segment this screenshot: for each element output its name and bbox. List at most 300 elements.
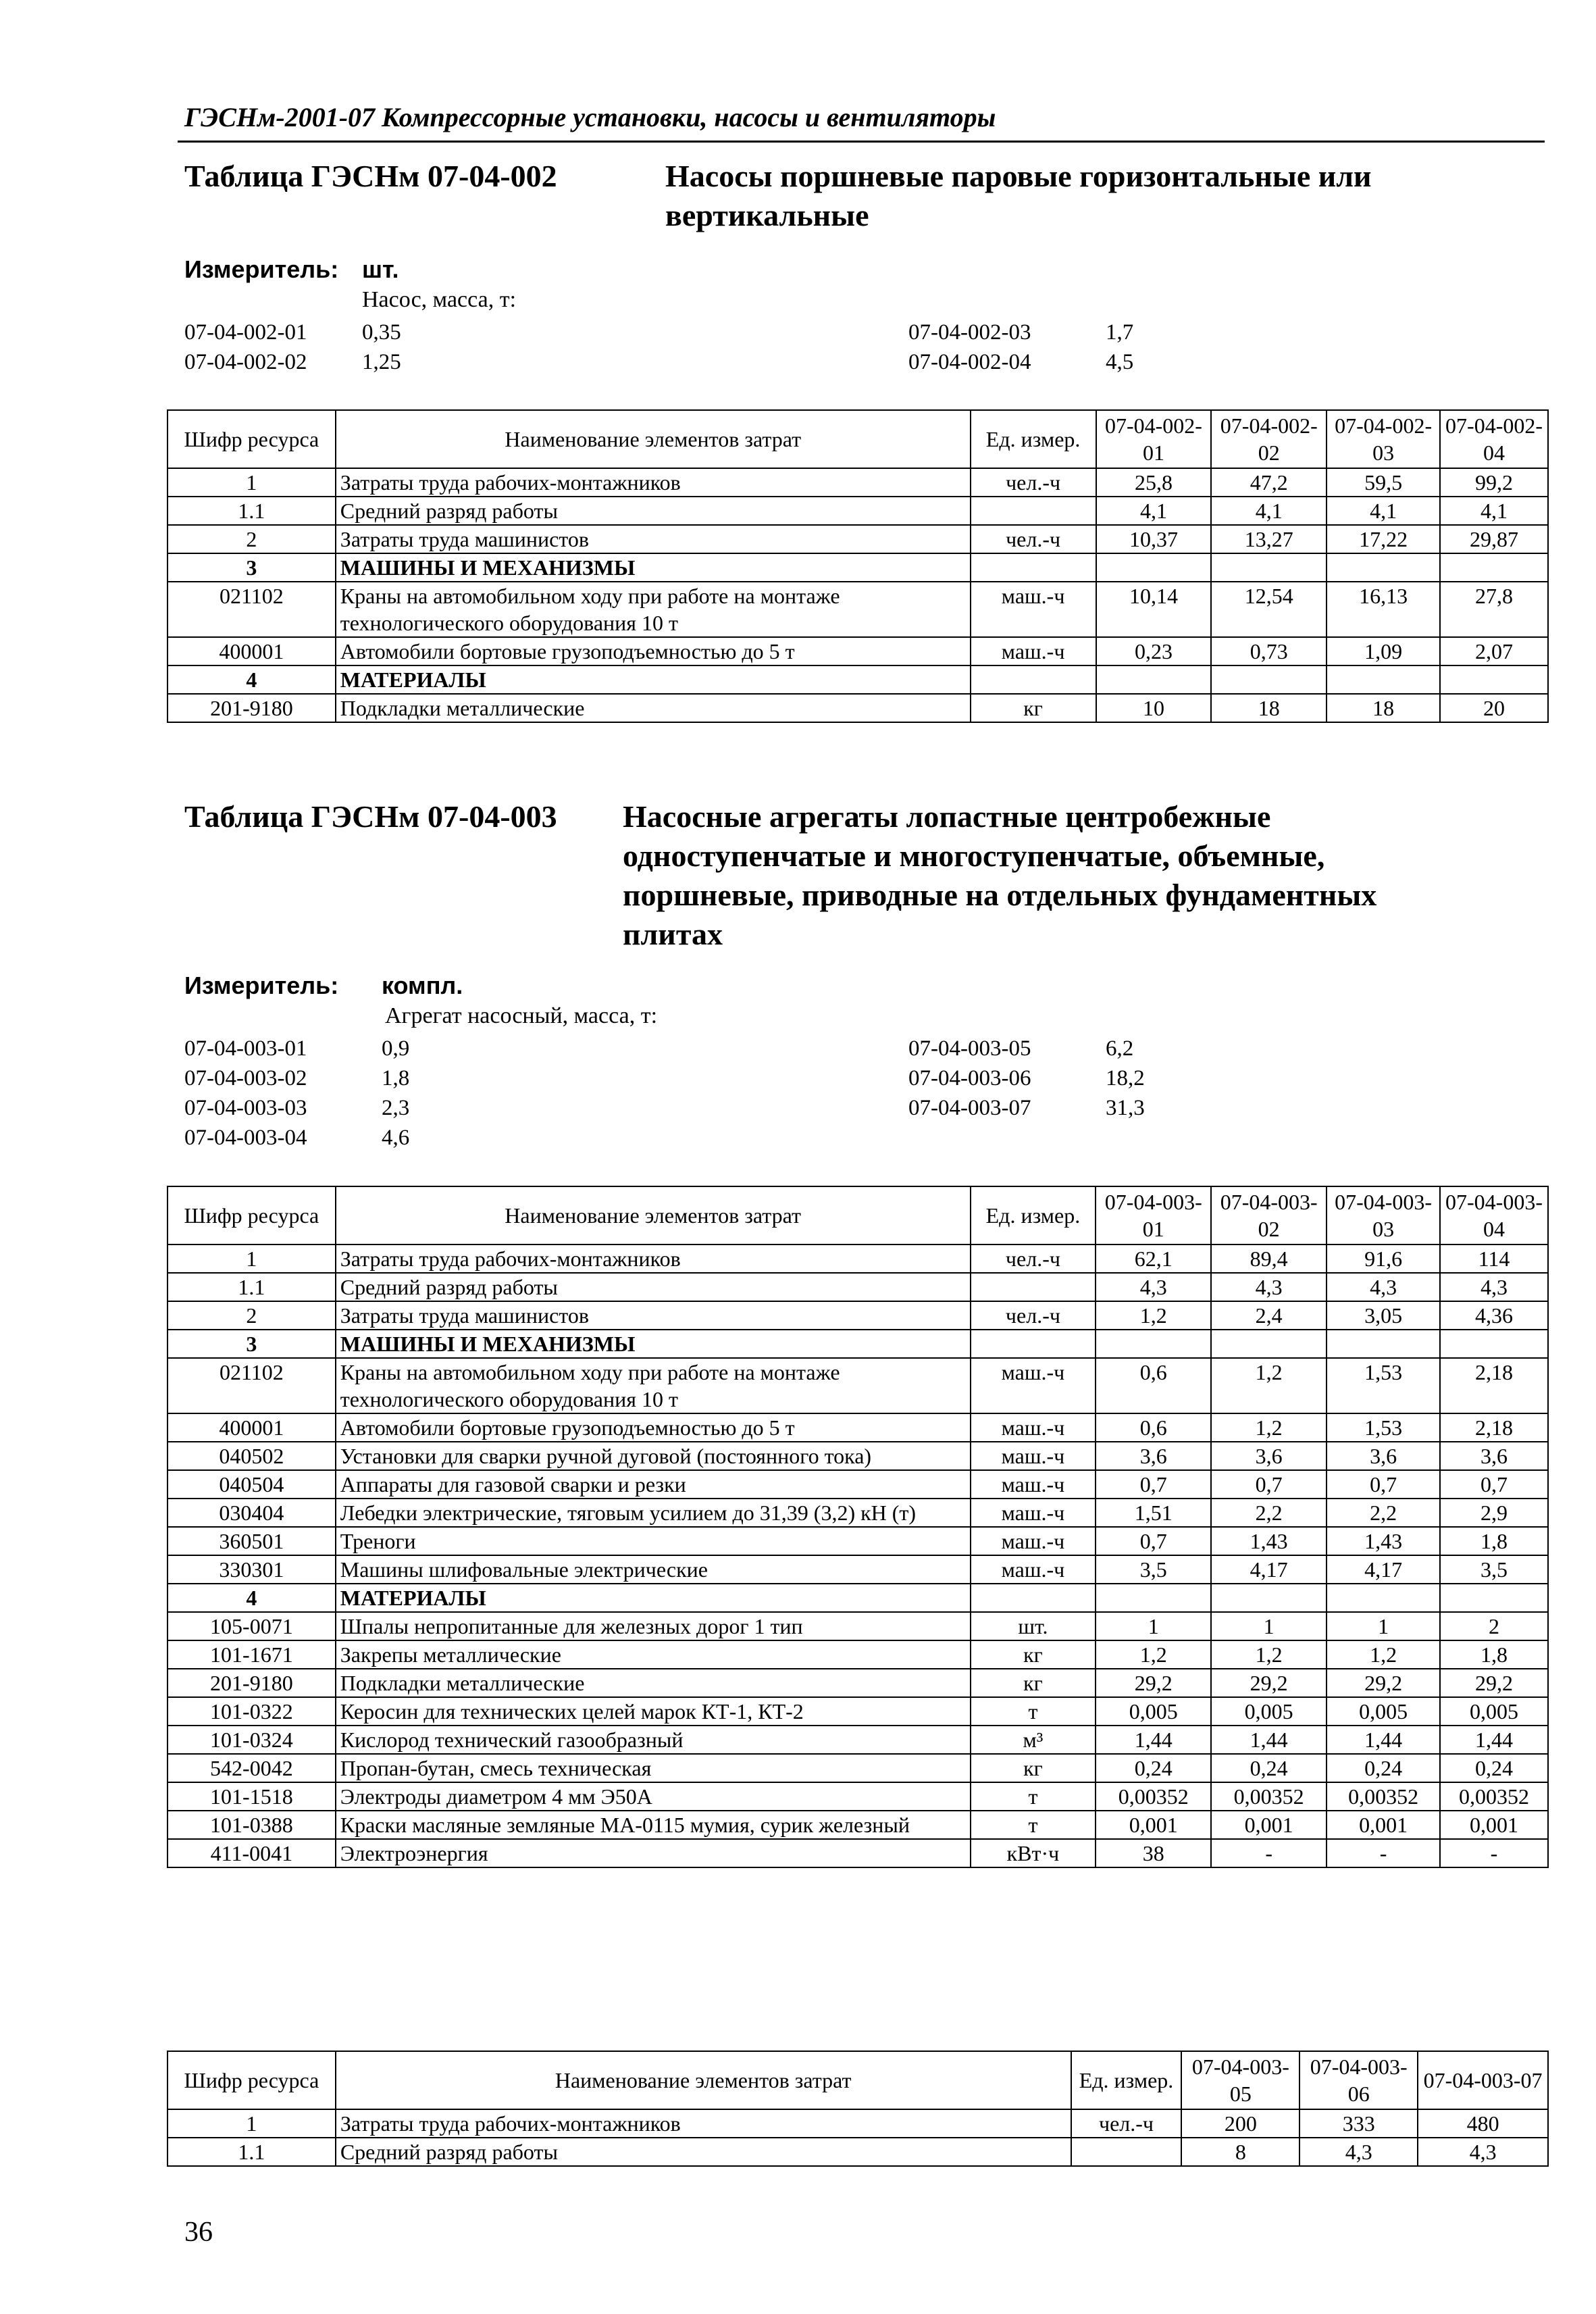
value: 0,00352 (1440, 1782, 1548, 1811)
resource-code: 4 (168, 665, 336, 694)
unit: кг (971, 1669, 1096, 1697)
column-header: 07-04-002-01 (1096, 410, 1212, 468)
title-line: Насосы поршневые паровые горизонтальные или (665, 159, 1372, 193)
table-header-row (168, 2051, 1548, 2109)
resource-code: 101-0388 (168, 1811, 336, 1839)
value: 0,00352 (1211, 1782, 1327, 1811)
table-row (168, 1442, 1548, 1470)
value: 1,2 (1096, 1640, 1211, 1669)
value: 2,18 (1440, 1358, 1548, 1413)
table-row (168, 2109, 1548, 2138)
value: 59,5 (1327, 468, 1440, 497)
resource-code: 021102 (168, 582, 336, 637)
value: 2,4 (1211, 1301, 1327, 1330)
resource-code: 2 (168, 1301, 336, 1330)
unit: чел.-ч (971, 525, 1096, 553)
resource-code: 101-1671 (168, 1640, 336, 1669)
value: 91,6 (1327, 1244, 1440, 1273)
unit (1071, 2138, 1182, 2166)
resource-code: 1.1 (168, 1273, 336, 1301)
value: 114 (1440, 1244, 1548, 1273)
unit: т (971, 1811, 1096, 1839)
value: 1,2 (1096, 1301, 1211, 1330)
value: 4,3 (1440, 1273, 1548, 1301)
value: 4,3 (1327, 1273, 1440, 1301)
value: 0,7 (1327, 1470, 1440, 1499)
value: 1 (1096, 1612, 1211, 1640)
value: 4,17 (1211, 1555, 1327, 1584)
table-header-row (168, 410, 1548, 468)
table1 (167, 409, 1549, 723)
unit: кг (971, 1640, 1096, 1669)
param-code: 07-04-003-06 (908, 1066, 1031, 1090)
cost-element-name: Краны на автомобильном ходу при работе на монтаже технологического оборудования 10 т (336, 1358, 971, 1413)
value: 0,24 (1211, 1754, 1327, 1782)
cost-element-name: Шпалы непропитанные для железных дорог 1 тип (336, 1612, 971, 1640)
value: 1,2 (1211, 1358, 1327, 1413)
value: 38 (1096, 1839, 1211, 1867)
param-code: 07-04-003-07 (908, 1096, 1031, 1120)
value: 0,005 (1096, 1697, 1211, 1726)
table-row (168, 1612, 1548, 1640)
cost-element-name: Затраты труда машинистов (336, 1301, 971, 1330)
resource-code: 201-9180 (168, 1669, 336, 1697)
value: 29,2 (1211, 1669, 1327, 1697)
value (1327, 553, 1440, 582)
resource-code: 360501 (168, 1527, 336, 1555)
table-row (168, 1273, 1548, 1301)
value: 27,8 (1440, 582, 1548, 637)
resource-code: 101-0322 (168, 1697, 336, 1726)
unit: т (971, 1782, 1096, 1811)
param-code: 07-04-002-03 (908, 320, 1031, 345)
param-code: 07-04-002-04 (908, 350, 1031, 374)
cost-element-name: МАТЕРИАЛЫ (336, 665, 971, 694)
value: 333 (1299, 2109, 1418, 2138)
table2-code: Таблица ГЭСНм 07-04-003 (184, 799, 557, 834)
value: 3,5 (1440, 1555, 1548, 1584)
value: 2,07 (1440, 637, 1548, 665)
value: 4,3 (1211, 1273, 1327, 1301)
table-row (168, 497, 1548, 525)
table1-params (0, 318, 1596, 385)
column-header: Наименование элементов затрат (336, 410, 971, 468)
value: 20 (1440, 694, 1548, 722)
param-code: 07-04-003-03 (184, 1096, 307, 1120)
cost-element-name: Электроэнергия (336, 1839, 971, 1867)
unit: шт. (971, 1612, 1096, 1640)
param-value: 2,3 (382, 1096, 410, 1120)
table-row (168, 1726, 1548, 1754)
param-code: 07-04-003-04 (184, 1126, 307, 1150)
value (1327, 1584, 1440, 1612)
page-number: 36 (184, 2217, 213, 2248)
cost-element-name: Затраты труда рабочих-монтажников (336, 468, 971, 497)
column-header: 07-04-003-06 (1299, 2051, 1418, 2109)
column-header: 07-04-002-04 (1440, 410, 1548, 468)
table-row (168, 1499, 1548, 1527)
value (1440, 665, 1548, 694)
value: 2,2 (1327, 1499, 1440, 1527)
value: 62,1 (1096, 1244, 1211, 1273)
param-value: 1,7 (1106, 320, 1134, 345)
value: 1,44 (1211, 1726, 1327, 1754)
value: 0,24 (1327, 1754, 1440, 1782)
value: 18 (1327, 694, 1440, 722)
table-row (168, 582, 1548, 637)
value: 0,24 (1096, 1754, 1211, 1782)
value: 2 (1440, 1612, 1548, 1640)
unit: м³ (971, 1726, 1096, 1754)
param-code: 07-04-003-05 (908, 1036, 1031, 1061)
resource-code: 1.1 (168, 2138, 336, 2166)
unit (971, 1330, 1096, 1358)
value (1211, 1330, 1327, 1358)
table-row (168, 1584, 1548, 1612)
cost-element-name: Автомобили бортовые грузоподъемностью до 5 т (336, 1413, 971, 1442)
value: 4,36 (1440, 1301, 1548, 1330)
running-header: ГЭСНм-2001-07 Компрессорные установки, насосы и вентиляторы (184, 102, 996, 132)
value: 4,1 (1327, 497, 1440, 525)
value: 0,005 (1327, 1697, 1440, 1726)
resource-code: 040502 (168, 1442, 336, 1470)
table2-measure-label: Измеритель: (184, 972, 339, 999)
value: 8 (1181, 2138, 1299, 2166)
value (1211, 553, 1327, 582)
value: 1,43 (1327, 1527, 1440, 1555)
resource-code: 105-0071 (168, 1612, 336, 1640)
value: 0,6 (1096, 1413, 1211, 1442)
value: 29,2 (1327, 1669, 1440, 1697)
cost-element-name: Средний разряд работы (336, 2138, 1071, 2166)
value: 480 (1418, 2109, 1548, 2138)
value: 0,6 (1096, 1358, 1211, 1413)
value (1096, 1584, 1211, 1612)
value: 1,53 (1327, 1413, 1440, 1442)
resource-code: 542-0042 (168, 1754, 336, 1782)
value: 4,17 (1327, 1555, 1440, 1584)
value: 1,44 (1096, 1726, 1211, 1754)
value: 4,3 (1418, 2138, 1548, 2166)
param-value: 1,25 (362, 350, 401, 374)
table-row (168, 2138, 1548, 2166)
value: 0,24 (1440, 1754, 1548, 1782)
table-row (168, 1330, 1548, 1358)
resource-code: 201-9180 (168, 694, 336, 722)
resource-code: 3 (168, 553, 336, 582)
cost-element-name: Затраты труда машинистов (336, 525, 971, 553)
value: 29,2 (1440, 1669, 1548, 1697)
cost-element-name: Затраты труда рабочих-монтажников (336, 1244, 971, 1273)
table-row (168, 1782, 1548, 1811)
unit: маш.-ч (971, 1499, 1096, 1527)
table1-param-title: Насос, масса, т: (362, 287, 517, 312)
table-row (168, 694, 1548, 722)
resource-code: 330301 (168, 1555, 336, 1584)
column-header: Ед. измер. (971, 410, 1096, 468)
table-row (168, 1413, 1548, 1442)
table-row (168, 468, 1548, 497)
cost-element-name: Лебедки электрические, тяговым усилием до 31,39 (3,2) кН (т) (336, 1499, 971, 1527)
value (1327, 665, 1440, 694)
table-row (168, 553, 1548, 582)
param-code: 07-04-002-02 (184, 350, 307, 374)
column-header: Шифр ресурса (168, 410, 336, 468)
value: 1,44 (1327, 1726, 1440, 1754)
value: 4,3 (1299, 2138, 1418, 2166)
unit: маш.-ч (971, 637, 1096, 665)
resource-code: 040504 (168, 1470, 336, 1499)
cost-element-name: Автомобили бортовые грузоподъемностью до 5 т (336, 637, 971, 665)
table1-measure-unit: шт. (362, 255, 399, 283)
table-row (168, 1470, 1548, 1499)
unit: чел.-ч (971, 468, 1096, 497)
value: - (1440, 1839, 1548, 1867)
value (1211, 1584, 1327, 1612)
value: 200 (1181, 2109, 1299, 2138)
table2-measure-unit: компл. (382, 972, 463, 999)
table-row (168, 1811, 1548, 1839)
value: 1,51 (1096, 1499, 1211, 1527)
cost-element-name: Аппараты для газовой сварки и резки (336, 1470, 971, 1499)
table-row (168, 1301, 1548, 1330)
column-header: 07-04-003-03 (1327, 1186, 1440, 1244)
param-value: 1,8 (382, 1066, 410, 1090)
value: 1,2 (1327, 1640, 1440, 1669)
value: 2,9 (1440, 1499, 1548, 1527)
value: 99,2 (1440, 468, 1548, 497)
unit (971, 553, 1096, 582)
cost-element-name: Средний разряд работы (336, 497, 971, 525)
table2 (167, 1186, 1549, 1868)
value (1440, 1584, 1548, 1612)
value: 47,2 (1211, 468, 1327, 497)
value: 29,87 (1440, 525, 1548, 553)
value: 1,2 (1211, 1640, 1327, 1669)
value: 1,43 (1211, 1527, 1327, 1555)
value: 10 (1096, 694, 1212, 722)
value: 89,4 (1211, 1244, 1327, 1273)
value: 3,6 (1440, 1442, 1548, 1470)
column-header: 07-04-002-03 (1327, 410, 1440, 468)
resource-code: 1 (168, 2109, 336, 2138)
table-row (168, 1697, 1548, 1726)
column-header: 07-04-003-02 (1211, 1186, 1327, 1244)
value: 0,005 (1440, 1697, 1548, 1726)
unit (971, 497, 1096, 525)
table-row (168, 1527, 1548, 1555)
cost-element-name: Закрепы металлические (336, 1640, 971, 1669)
unit: маш.-ч (971, 582, 1096, 637)
unit: маш.-ч (971, 1470, 1096, 1499)
title-line: одноступенчатые и многоступенчатые, объемные, (623, 838, 1325, 873)
unit: кг (971, 1754, 1096, 1782)
column-header: 07-04-003-01 (1096, 1186, 1211, 1244)
param-value: 6,2 (1106, 1036, 1134, 1061)
value: 4,1 (1096, 497, 1212, 525)
table-row (168, 665, 1548, 694)
cost-element-name: Затраты труда рабочих-монтажников (336, 2109, 1071, 2138)
param-code: 07-04-002-01 (184, 320, 307, 345)
cost-element-name: МАШИНЫ И МЕХАНИЗМЫ (336, 1330, 971, 1358)
table-header-row (168, 1186, 1548, 1244)
cost-element-name: Установки для сварки ручной дуговой (постоянного тока) (336, 1442, 971, 1470)
value: 3,6 (1327, 1442, 1440, 1470)
unit: чел.-ч (1071, 2109, 1182, 2138)
column-header: Ед. измер. (971, 1186, 1096, 1244)
value (1440, 1330, 1548, 1358)
unit: маш.-ч (971, 1413, 1096, 1442)
param-value: 18,2 (1106, 1066, 1145, 1090)
table-row (168, 1754, 1548, 1782)
cost-element-name: Треноги (336, 1527, 971, 1555)
unit: маш.-ч (971, 1442, 1096, 1470)
cost-element-name: Керосин для технических целей марок КТ-1, КТ-2 (336, 1697, 971, 1726)
table-row (168, 1244, 1548, 1273)
param-value: 4,5 (1106, 350, 1134, 374)
param-code: 07-04-003-02 (184, 1066, 307, 1090)
resource-code: 2 (168, 525, 336, 553)
value (1096, 665, 1212, 694)
resource-code: 400001 (168, 637, 336, 665)
param-value: 0,9 (382, 1036, 410, 1061)
column-header: Наименование элементов затрат (336, 1186, 971, 1244)
resource-code: 4 (168, 1584, 336, 1612)
value: 2,18 (1440, 1413, 1548, 1442)
param-value: 4,6 (382, 1126, 410, 1150)
cost-element-name: МАТЕРИАЛЫ (336, 1584, 971, 1612)
unit: маш.-ч (971, 1358, 1096, 1413)
value: 1,44 (1440, 1726, 1548, 1754)
cost-element-name: Подкладки металлические (336, 694, 971, 722)
header-rule (178, 141, 1545, 143)
unit: т (971, 1697, 1096, 1726)
value: - (1327, 1839, 1440, 1867)
value: 12,54 (1211, 582, 1327, 637)
table2-title (623, 797, 1376, 954)
resource-code: 1 (168, 468, 336, 497)
value: 3,5 (1096, 1555, 1211, 1584)
unit (971, 1273, 1096, 1301)
value: 3,05 (1327, 1301, 1440, 1330)
value (1096, 1330, 1211, 1358)
column-header: Шифр ресурса (168, 1186, 336, 1244)
unit (971, 665, 1096, 694)
cost-element-name: Электроды диаметром 4 мм Э50А (336, 1782, 971, 1811)
value: 18 (1211, 694, 1327, 722)
table-row (168, 1669, 1548, 1697)
value: 4,1 (1211, 497, 1327, 525)
value: 16,13 (1327, 582, 1440, 637)
title-line: поршневые, приводные на отдельных фундаментных (623, 878, 1377, 912)
cost-element-name: Краны на автомобильном ходу при работе на монтаже технологического оборудования 10 т (336, 582, 971, 637)
value (1096, 553, 1212, 582)
value: 0,005 (1211, 1697, 1327, 1726)
value: 0,001 (1096, 1811, 1211, 1839)
unit: кг (971, 694, 1096, 722)
value: 1,2 (1211, 1413, 1327, 1442)
table-row (168, 1640, 1548, 1669)
value: 1,09 (1327, 637, 1440, 665)
value: 4,3 (1096, 1273, 1211, 1301)
value (1211, 665, 1327, 694)
resource-code: 101-1518 (168, 1782, 336, 1811)
resource-code: 1.1 (168, 497, 336, 525)
value: 0,7 (1211, 1470, 1327, 1499)
table-row (168, 1358, 1548, 1413)
value (1440, 553, 1548, 582)
value: 0,7 (1096, 1527, 1211, 1555)
column-header: 07-04-003-05 (1181, 2051, 1299, 2109)
value: 1,53 (1327, 1358, 1440, 1413)
table1-title (665, 157, 1372, 235)
value: 1 (1211, 1612, 1327, 1640)
title-line: плитах (623, 917, 723, 951)
value: 0,00352 (1327, 1782, 1440, 1811)
column-header: Наименование элементов затрат (336, 2051, 1071, 2109)
value: 10,37 (1096, 525, 1212, 553)
param-code: 07-04-003-01 (184, 1036, 307, 1061)
unit: чел.-ч (971, 1244, 1096, 1273)
table-row (168, 1555, 1548, 1584)
value: - (1211, 1839, 1327, 1867)
value: 29,2 (1096, 1669, 1211, 1697)
resource-code: 101-0324 (168, 1726, 336, 1754)
table1-measure-label: Измеритель: (184, 255, 339, 283)
value: 0,001 (1327, 1811, 1440, 1839)
table-row (168, 1839, 1548, 1867)
cost-element-name: Машины шлифовальные электрические (336, 1555, 971, 1584)
value: 0,00352 (1096, 1782, 1211, 1811)
value: 0,001 (1211, 1811, 1327, 1839)
value: 0,7 (1096, 1470, 1211, 1499)
cost-element-name: Кислород технический газообразный (336, 1726, 971, 1754)
value: 13,27 (1211, 525, 1327, 553)
column-header: 07-04-003-04 (1440, 1186, 1548, 1244)
unit: чел.-ч (971, 1301, 1096, 1330)
cost-element-name: Краски масляные земляные МА-0115 мумия, сурик железный (336, 1811, 971, 1839)
column-header: Шифр ресурса (168, 2051, 336, 2109)
table3 (167, 2051, 1549, 2167)
value: 3,6 (1211, 1442, 1327, 1470)
param-value: 0,35 (362, 320, 401, 345)
table-row (168, 637, 1548, 665)
column-header: 07-04-003-07 (1418, 2051, 1548, 2109)
resource-code: 400001 (168, 1413, 336, 1442)
table-row (168, 525, 1548, 553)
value: 1,8 (1440, 1640, 1548, 1669)
value: 25,8 (1096, 468, 1212, 497)
unit (971, 1584, 1096, 1612)
value: 10,14 (1096, 582, 1212, 637)
table1-code: Таблица ГЭСНм 07-04-002 (184, 159, 557, 193)
value: 0,001 (1440, 1811, 1548, 1839)
cost-element-name: Пропан-бутан, смесь техническая (336, 1754, 971, 1782)
value: 2,2 (1211, 1499, 1327, 1527)
value: 1,8 (1440, 1527, 1548, 1555)
unit: кВт·ч (971, 1839, 1096, 1867)
value: 0,23 (1096, 637, 1212, 665)
param-value: 31,3 (1106, 1096, 1145, 1120)
cost-element-name: МАШИНЫ И МЕХАНИЗМЫ (336, 553, 971, 582)
title-line: Насосные агрегаты лопастные центробежные (623, 799, 1271, 834)
cost-element-name: Подкладки металлические (336, 1669, 971, 1697)
resource-code: 021102 (168, 1358, 336, 1413)
resource-code: 3 (168, 1330, 336, 1358)
title-line: вертикальные (665, 198, 869, 232)
table2-params (0, 1034, 1596, 1162)
value (1327, 1330, 1440, 1358)
